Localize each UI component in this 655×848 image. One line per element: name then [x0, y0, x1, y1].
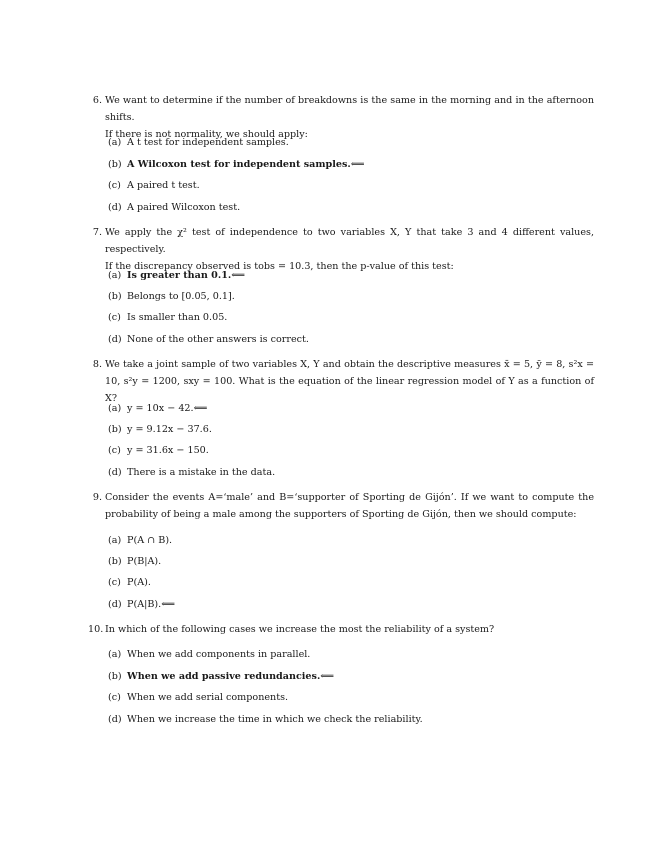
option-7d	[108, 331, 309, 348]
question-number: 9.	[92, 492, 102, 503]
option-7b	[108, 288, 235, 305]
option-text: A t test for independent samples.	[127, 137, 289, 148]
option-text: When we add passive redundancies.	[127, 671, 321, 682]
correct-answer-arrow-icon: ⟸	[193, 403, 208, 414]
question-10	[88, 621, 594, 638]
option-7c	[108, 309, 227, 326]
option-text: A Wilcoxon test for independent samples.	[127, 159, 351, 170]
option-label: (d)	[108, 334, 122, 345]
option-9a	[108, 532, 172, 549]
option-9d	[108, 596, 175, 613]
option-text: Belongs to [0.05, 0.1].	[127, 291, 235, 302]
option-text: None of the other answers is correct.	[127, 334, 309, 345]
option-text: When we add serial components.	[127, 692, 289, 703]
option-text: There is a mistake in the data.	[127, 467, 276, 478]
question-line: In which of the following cases we increase the most the reliability of a system?	[105, 624, 495, 635]
option-10b	[108, 668, 334, 685]
option-label: (b)	[108, 671, 122, 682]
question-line: Consider the events A=‘male’ and B=‘supporter of Sporting de Gijón’. If we want to compute the	[105, 492, 594, 503]
option-text: y = 31.6x − 150.	[127, 445, 209, 456]
option-7a	[108, 267, 245, 284]
question-text	[105, 489, 594, 523]
option-6d	[108, 199, 240, 216]
option-8c	[108, 442, 209, 459]
option-text: y = 9.12x − 37.6.	[127, 424, 212, 435]
correct-answer-arrow-icon: ⟸	[320, 671, 335, 682]
option-text: Is greater than 0.1.	[127, 270, 232, 281]
option-text: When we add components in parallel.	[127, 649, 311, 660]
option-label: (a)	[108, 270, 122, 281]
option-text: P(A ∩ B).	[127, 535, 173, 546]
option-text: y = 10x − 42.	[127, 403, 194, 414]
option-8d	[108, 464, 275, 481]
option-label: (a)	[108, 403, 122, 414]
option-6b	[108, 156, 365, 173]
option-text: Is smaller than 0.05.	[127, 312, 228, 323]
question-line: We apply the χ² test of independence to two variables X, Y that take 3 and 4 different values, respectively.	[105, 227, 594, 255]
option-6c	[108, 177, 200, 194]
option-label: (b)	[108, 159, 122, 170]
option-label: (c)	[108, 692, 121, 703]
option-label: (d)	[108, 714, 122, 725]
option-9b	[108, 553, 161, 570]
correct-answer-arrow-icon: ⟸	[350, 159, 365, 170]
question-line: We want to determine if the number of breakdowns is the same in the morning and in the afternoon shifts.	[105, 95, 594, 123]
option-label: (d)	[108, 467, 122, 478]
option-label: (b)	[108, 291, 122, 302]
option-text: P(A).	[127, 577, 151, 588]
question-number: 6.	[92, 95, 102, 106]
option-label: (d)	[108, 202, 122, 213]
option-label: (d)	[108, 599, 122, 610]
option-8a	[108, 400, 207, 417]
question-number: 8.	[92, 359, 102, 370]
question-number: 10.	[88, 624, 104, 635]
correct-answer-arrow-icon: ⟸	[231, 270, 245, 281]
question-line: We take a joint sample of two variables X, Y and obtain the descriptive measures x̄ = 5, ȳ = 8, s²x =	[105, 359, 594, 370]
option-label: (c)	[108, 445, 121, 456]
correct-answer-arrow-icon: ⟸	[161, 599, 175, 610]
option-label: (a)	[108, 137, 122, 148]
option-text: A paired Wilcoxon test.	[127, 202, 241, 213]
option-label: (c)	[108, 312, 121, 323]
option-10c	[108, 689, 288, 706]
question-line: If there is not normality, we should apply:	[105, 129, 308, 140]
question-9	[88, 489, 594, 523]
option-10d	[108, 711, 423, 728]
question-line: If the discrepancy observed is tobs = 10.3, then the p-value of this test:	[105, 261, 454, 272]
option-text: P(B|A).	[127, 556, 162, 567]
option-text: A paired t test.	[127, 180, 200, 191]
question-line: probability of being a male among the supporters of Sporting de Gijón, then we should compute:	[105, 509, 577, 520]
option-label: (b)	[108, 556, 122, 567]
option-text: When we increase the time in which we check the reliability.	[127, 714, 423, 725]
option-6a	[108, 134, 289, 151]
option-9c	[108, 574, 151, 591]
option-label: (c)	[108, 180, 121, 191]
option-label: (c)	[108, 577, 121, 588]
question-number: 7.	[92, 227, 102, 238]
option-10a	[108, 646, 310, 663]
option-text: P(A|B).	[127, 599, 162, 610]
option-8b	[108, 421, 212, 438]
question-text	[105, 621, 594, 638]
option-label: (b)	[108, 424, 122, 435]
question-line: 10, s²y = 1200, sxy = 100. What is the equation of the linear regression model of Y as a function of X?	[105, 376, 594, 404]
option-label: (a)	[108, 649, 122, 660]
option-label: (a)	[108, 535, 122, 546]
